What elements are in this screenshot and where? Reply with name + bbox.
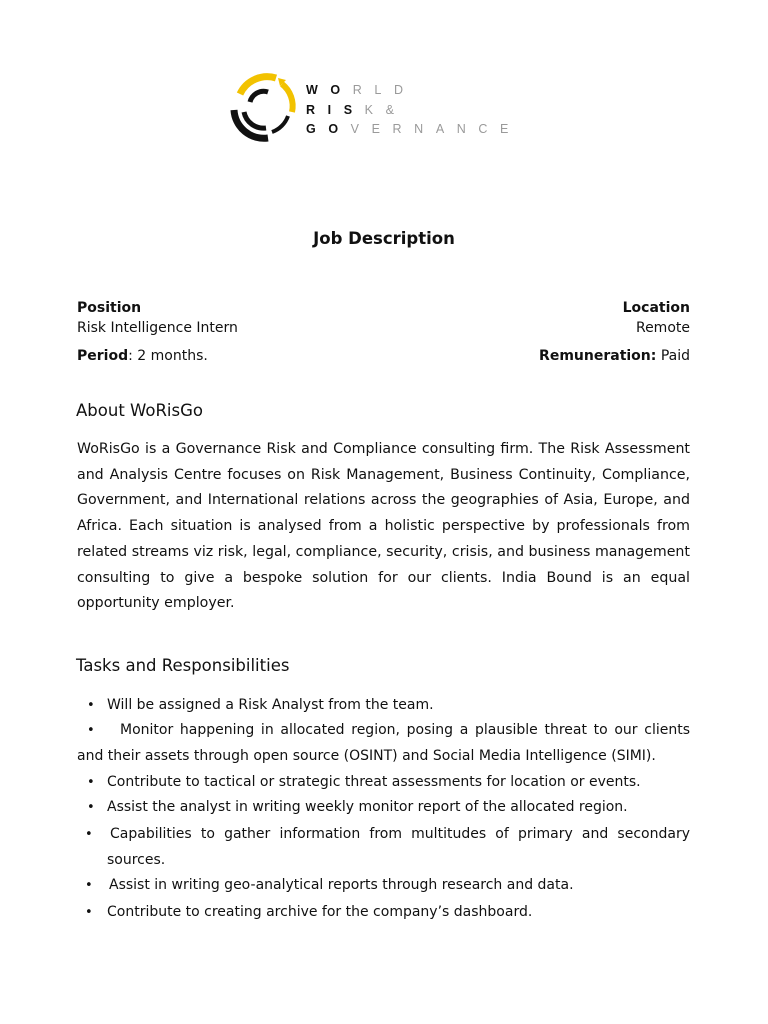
period-value: : 2 months. — [128, 348, 208, 364]
task-text: Monitor happening in allocated region, posing a plausible threat to our clients and their assets through open source (OSINT) and Social Media Intelligence (SIMI). — [77, 722, 690, 764]
task-text: Capabilities to gather information from multitudes of primary and secondary sources. — [107, 826, 690, 868]
list-item — [77, 900, 690, 926]
task-text: Assist the analyst in writing weekly monitor report of the allocated region. — [107, 799, 628, 815]
list-item — [77, 770, 690, 796]
location-label: Location — [622, 300, 690, 316]
tasks-heading: Tasks and Responsibilities — [76, 656, 290, 675]
location-value: Remote — [635, 320, 690, 336]
logo-line-governance: GOVERNANCE — [306, 122, 521, 136]
list-item — [77, 795, 690, 821]
remuneration-label: Remuneration: — [539, 348, 657, 364]
bullet-icon: • — [87, 775, 95, 790]
bullet-icon: • — [87, 800, 95, 815]
header-labels-row — [77, 300, 690, 316]
about-heading: About WoRisGo — [76, 401, 203, 420]
bullet-icon: • — [85, 905, 93, 920]
task-text: Contribute to tactical or strategic threat assessments for location or events. — [107, 774, 641, 790]
header-values-row — [77, 320, 690, 336]
bullet-icon: • — [85, 827, 93, 842]
page-title: Job Description — [313, 229, 455, 248]
company-logo — [228, 72, 558, 144]
bullet-icon: • — [87, 698, 95, 713]
list-item — [77, 693, 690, 719]
about-paragraph: WoRisGo is a Governance Risk and Compliance consulting firm. The Risk Assessment and Analysis Centre focuses on Risk Management, Business Continuity, Compliance, Government, and International relations across the geographies of Asia, Europe, and Africa. Each situation is analysed from a holistic perspective by professionals from related streams viz risk, legal, compliance, security, crisis, and business management consulting to give a bespoke solution for our clients. India Bound is an equal opportunity employer. — [77, 441, 690, 612]
remuneration-value: Paid — [656, 348, 690, 364]
list-item — [77, 718, 690, 769]
bullet-icon: • — [85, 878, 93, 893]
position-value: Risk Intelligence Intern — [77, 320, 238, 336]
task-text: Will be assigned a Risk Analyst from the team. — [107, 697, 434, 713]
task-text: Assist in writing geo-analytical reports through research and data. — [109, 877, 574, 893]
task-text: Contribute to creating archive for the company’s dashboard. — [107, 904, 533, 920]
bullet-icon: • — [87, 723, 95, 738]
period-label: Period — [77, 348, 129, 364]
remuneration-field — [539, 348, 690, 364]
logo-line-world: WORLD — [306, 83, 416, 97]
period-row — [77, 348, 690, 364]
globe-arc-icon — [228, 72, 298, 144]
logo-line-risk: RISK& — [306, 102, 407, 117]
list-item — [77, 822, 690, 873]
position-label: Position — [77, 300, 142, 316]
period-field — [77, 348, 208, 364]
list-item — [77, 873, 690, 899]
